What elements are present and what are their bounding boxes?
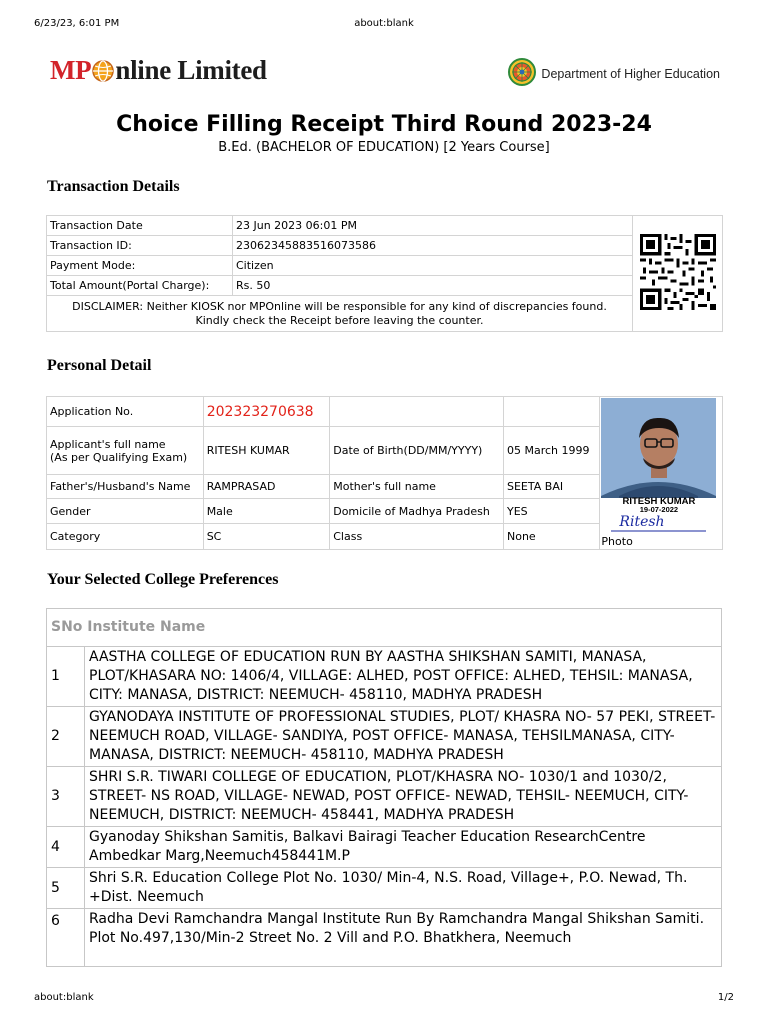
personal-table	[46, 396, 723, 550]
mother-label: Mother's full name	[330, 475, 504, 499]
table-cell-empty	[504, 397, 600, 427]
table-row	[47, 256, 723, 276]
application-no-label: Application No.	[47, 397, 204, 427]
mother-value: SEETA BAI	[504, 475, 600, 499]
table-header	[47, 609, 722, 647]
photo-date: 19-07-2022	[639, 505, 679, 514]
table-cell-sno: 1	[47, 647, 85, 707]
disclaimer-line: DISCLAIMER: Neither KIOSK nor MPOnline will be responsible for any kind of discrepancies found.	[72, 299, 607, 313]
table-row	[47, 276, 723, 296]
mponline-logo: MP nline Limited	[50, 55, 267, 89]
table-cell-label: Transaction Date	[47, 216, 233, 236]
department-logo	[508, 58, 720, 90]
name-label-line: Applicant's full name	[50, 437, 166, 451]
name-label	[47, 427, 204, 475]
table-row	[47, 296, 723, 332]
department-emblem-icon	[508, 58, 536, 90]
table-header-row	[47, 609, 722, 647]
receipt-title: Choice Filling Receipt Third Round 2023-24	[116, 112, 652, 137]
table-row	[47, 827, 722, 868]
qr-cell	[633, 216, 723, 332]
table-row	[47, 909, 722, 967]
category-label: Category	[47, 524, 204, 550]
name-label-line: (As per Qualifying Exam)	[50, 450, 188, 464]
photo-label: Photo	[601, 535, 633, 548]
sno-column-header: SNo	[51, 619, 83, 635]
qr-code-icon	[640, 234, 716, 310]
signature: Ritesh	[619, 514, 665, 530]
class-value: None	[504, 524, 600, 550]
father-label: Father's/Husband's Name	[47, 475, 204, 499]
disclaimer	[47, 296, 633, 332]
category-value: SC	[203, 524, 330, 550]
print-footer	[34, 992, 734, 1006]
preferences-table	[46, 608, 722, 967]
print-header	[34, 18, 734, 32]
table-cell-label: Total Amount(Portal Charge):	[47, 276, 233, 296]
page-number: 1/2	[717, 992, 734, 1003]
table-cell-value: Rs. 50	[233, 276, 633, 296]
table-row	[47, 707, 722, 767]
table-row	[47, 236, 723, 256]
table-cell-institute: Gyanoday Shikshan Samitis, Balkavi Bairagi Teacher Education ResearchCentre Ambedkar Marg,Neemuch458441M.P	[85, 827, 722, 868]
photo-name: RITESH KUMAR	[622, 496, 696, 507]
table-cell-value: Citizen	[233, 256, 633, 276]
table-cell-sno: 6	[47, 909, 85, 967]
domicile-label: Domicile of Madhya Pradesh	[330, 499, 504, 524]
department-name: Department of Higher Education	[541, 67, 720, 81]
dob-value: 05 March 1999	[504, 427, 600, 475]
table-cell-institute: Shri S.R. Education College Plot No. 1030/ Min-4, N.S. Road, Village+, P.O. Newad, Th. +Dist. Neemuch	[85, 868, 722, 909]
table-cell-institute: Radha Devi Ramchandra Mangal Institute Run By Ramchandra Mangal Shikshan Samiti. Plot No.497,130/Min-2 Street No. 2 Vill and P.O. Bhatkhera, Neemuch	[85, 909, 722, 967]
transaction-table	[46, 215, 723, 332]
transaction-heading: Transaction Details	[47, 178, 180, 195]
table-cell-institute: GYANODAYA INSTITUTE OF PROFESSIONAL STUDIES, PLOT/ KHASRA NO- 57 PEKI, STREET- NEEMUCH ROAD, VILLAGE- SANDIYA, POST OFFICE- MANASA, TEHSILMANASA, CITY- MANASA, DISTRICT: NEEMUCH- 458110, MADHYA PRADESH	[85, 707, 722, 767]
table-cell-label: Payment Mode:	[47, 256, 233, 276]
table-row	[47, 868, 722, 909]
table-row	[47, 767, 722, 827]
print-url: about:blank	[354, 18, 414, 29]
table-cell-sno: 3	[47, 767, 85, 827]
institute-column-header: Institute Name	[87, 619, 206, 635]
table-cell-empty	[330, 397, 504, 427]
personal-heading: Personal Detail	[47, 357, 152, 374]
disclaimer-line: Kindly check the Receipt before leaving the counter.	[195, 313, 484, 327]
logo-row	[48, 55, 720, 89]
course-name: B.Ed. (BACHELOR OF EDUCATION) [2 Years Course]	[218, 140, 550, 155]
table-cell-value: 23 Jun 2023 06:01 PM	[233, 216, 633, 236]
table-row	[47, 216, 723, 236]
application-no: 202323270638	[203, 397, 330, 427]
preferences-heading: Your Selected College Preferences	[47, 571, 279, 588]
gender-value: Male	[203, 499, 330, 524]
print-datetime: 6/23/23, 6:01 PM	[34, 18, 120, 29]
applicant-name: RITESH KUMAR	[203, 427, 330, 475]
table-cell-institute: SHRI S.R. TIWARI COLLEGE OF EDUCATION, PLOT/KHASRA NO- 1030/1 and 1030/2, STREET- NS ROAD, VILLAGE- NEWAD, POST OFFICE- NEWAD, TEHSIL- NEEMUCH, CITY- NEEMUCH, DISTRICT: NEEMUCH- 458441, MADHYA PRADESH	[85, 767, 722, 827]
dob-label: Date of Birth(DD/MM/YYYY)	[330, 427, 504, 475]
table-cell-institute: AASTHA COLLEGE OF EDUCATION RUN BY AASTHA SHIKSHAN SAMITI, MANASA, PLOT/KHASARA NO: 1406/4, VILLAGE: ALHED, POST OFFICE: ALHED, TEHSIL: MANASA, CITY: MANASA, DISTRICT: NEEMUCH- 458110, MADHYA PRADESH	[85, 647, 722, 707]
applicant-photo	[601, 398, 716, 534]
table-cell-value: 23062345883516073586	[233, 236, 633, 256]
table-row	[47, 647, 722, 707]
table-cell-sno: 2	[47, 707, 85, 767]
mponline-globe-icon	[92, 58, 114, 89]
table-cell-sno: 5	[47, 868, 85, 909]
gender-label: Gender	[47, 499, 204, 524]
class-label: Class	[330, 524, 504, 550]
table-cell-label: Transaction ID:	[47, 236, 233, 256]
photo-cell	[600, 397, 723, 550]
domicile-value: YES	[504, 499, 600, 524]
father-value: RAMPRASAD	[203, 475, 330, 499]
print-footer-url: about:blank	[34, 992, 94, 1003]
table-row	[47, 397, 723, 427]
table-cell-sno: 4	[47, 827, 85, 868]
